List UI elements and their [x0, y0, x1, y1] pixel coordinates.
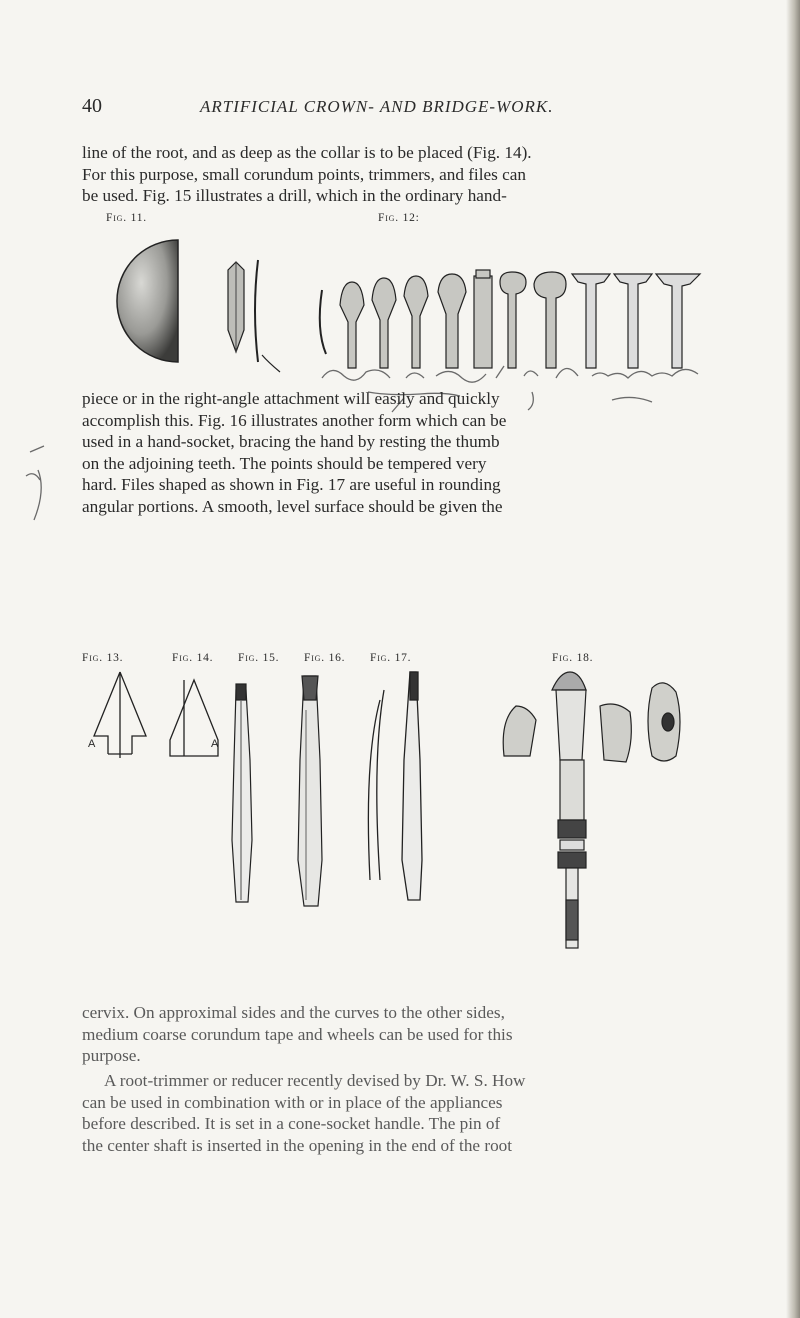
page-edge-shadow [786, 0, 800, 1318]
fig-11-label: Fig. 11. [106, 212, 147, 224]
letter-a-right: A [211, 738, 219, 750]
fig-11-drawing [117, 240, 280, 372]
running-head: ARTIFICIAL CROWN- AND BRIDGE-WORK. [200, 97, 554, 116]
text-line: line of the root, and as deep as the collar is to be placed (Fig. 14). [82, 143, 532, 162]
text-line: medium coarse corundum tape and wheels can be used for this [82, 1024, 513, 1044]
text-line: the center shaft is inserted in the opening in the end of the root [82, 1135, 513, 1155]
text-line: on the adjoining teeth. The points should be tempered very [82, 453, 487, 473]
fig-13-label: Fig. 13. [82, 652, 124, 664]
text-line: For this purpose, small corundum points, trimmers, and files can [82, 164, 526, 184]
text-line: A root-trimmer or reducer recently devised by Dr. W. S. How [104, 1071, 526, 1090]
text-line: piece or in the right-angle attachment will easily and quickly [82, 389, 500, 408]
fig-17-drawing [368, 672, 422, 900]
fig-14-label: Fig. 14. [172, 652, 214, 664]
paragraph-3 [82, 1002, 722, 1067]
fig-13-drawing [94, 672, 146, 758]
fig-16-drawing [298, 676, 322, 906]
text-line: before described. It is set in a cone-socket handle. The pin of [82, 1114, 501, 1134]
text-line: be used. Fig. 15 illustrates a drill, which in the ordinary hand- [82, 186, 507, 206]
fig-18-drawing [503, 672, 680, 948]
text-line: accomplish this. Fig. 16 illustrates another form which can be [82, 410, 507, 430]
fig-16-label: Fig. 16. [304, 652, 346, 664]
fig-17-label: Fig. 17. [370, 652, 412, 664]
page-number: 40 [82, 95, 102, 117]
text-line: hard. Files shaped as shown in Fig. 17 are useful in rounding [82, 475, 501, 495]
text-line: used in a hand-socket, bracing the hand by resting the thumb [82, 432, 500, 452]
text-line: purpose. [82, 1046, 141, 1066]
fig-18-label: Fig. 18. [552, 652, 594, 664]
fig-14-drawing [170, 680, 218, 756]
fig-12-drawing [320, 270, 700, 368]
paragraph-2 [82, 388, 722, 518]
fig-15-drawing [232, 684, 252, 902]
fig-12-label: Fig. 12: [378, 212, 420, 224]
text-line: cervix. On approximal sides and the curves to the other sides, [82, 1003, 505, 1022]
fig-15-label: Fig. 15. [238, 652, 280, 664]
text-line: angular portions. A smooth, level surface should be given the [82, 496, 503, 516]
text-line: can be used in combination with or in place of the appliances [82, 1092, 503, 1112]
paragraph-4 [82, 1070, 722, 1156]
letter-a-left: A [88, 738, 96, 750]
